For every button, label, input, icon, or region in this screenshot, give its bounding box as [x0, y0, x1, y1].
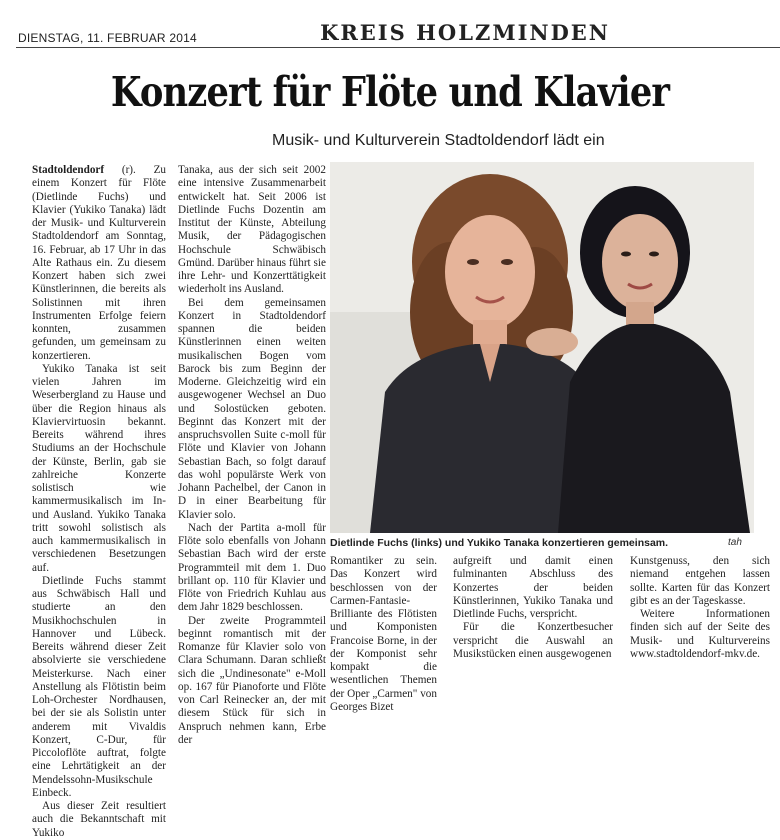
header-divider — [16, 47, 780, 48]
paragraph: Für die Konzertbesucher verspricht die Auswahl an Musikstücken einen ausgewogenen — [453, 621, 613, 660]
paragraph: Nach der Partita a-moll für Flöte solo ebenfalls von Johann Sebastian Bach wird der erste Programmteil mit dem 1. Duo brillant op. 110 für Klavier und Flöte von Friedrich Kuhlau aus dem Jahr 1829 beschlossen. — [178, 521, 326, 614]
paragraph: Aus dieser Zeit resultiert auch die Bekanntschaft mit Yukiko — [32, 800, 166, 839]
paragraph: Bei dem gemeinsamen Konzert in Stadtoldendorf spannen die beiden Künstlerinnen einen weiten musikalischen Bogen vom Barock bis zum Beginn der Moderne. Gleichzeitig wird ein ausgewogener Wechsel an Duo und Solostücken geboten. Beginnt das Konzert mit der anspruchsvollen Suite c-moll für Flöte und Klavier von Johann Sebastian Bach, so folgt darauf das wohl populärste Werk von Johann Pachelbel, der Canon in D in einer Bearbeitung für Klavier solo. — [178, 296, 326, 521]
article-column-3 — [330, 555, 437, 714]
paragraph: Der zweite Programmteil beginnt romantisch mit der Romanze für Klavier solo von Clara Schumann. Daran schließt sich die „Undinesonate" e-Moll op. 167 für Pianoforte und Flöte von Carl Reinecker an, der mit diesem Stück für sich in Anspruch nehmen kann, Erbe der — [178, 614, 326, 746]
paragraph: (r). Zu einem Konzert für Flöte (Dietlinde Fuchs) und Klavier (Yukiko Tanaka) lädt der Musik- und Kulturverein Stadtoldendorf am Sonntag, 16. Februar, ab 17 Uhr in das Alte Rathaus ein. Zu diesem Konzert haben sich zwei Künstlerinnen, die bereits als Solistinnen mit ihren Instrumenten Erfolge feiern konnten, zusammen gefunden, um gemeinsam zu konzertieren. — [32, 164, 166, 362]
article-subheadline: Musik- und Kulturverein Stadtoldendorf lädt ein — [272, 132, 605, 149]
article-headline: Konzert für Flöte und Klavier — [110, 68, 670, 116]
photo-caption: Dietlinde Fuchs (links) und Yukiko Tanaka konzertieren gemeinsam. — [330, 537, 669, 549]
issue-date: DIENSTAG, 11. FEBRUAR 2014 — [18, 31, 197, 45]
paragraph: Weitere Informationen finden sich auf der Seite des Musik- und Kulturvereins www.stadtoldendorf-mkv.de. — [630, 608, 770, 660]
article-column-5 — [630, 555, 770, 661]
dateline: Stadtoldendorf — [32, 164, 105, 176]
paragraph: Tanaka, aus der sich seit 2002 eine intensive Zusammenarbeit entwickelt hat. Seit 2006 ist Dietlinde Fuchs Dozentin am Institut der Künste, Abteilung Musik, der Pädagogischen Hochschule Schwäbisch Gmünd. Darüber hinaus führt sie ihre Lehr- und Konzerttätigkeit wiederholt ins Ausland. — [178, 164, 326, 296]
paragraph: Romantiker zu sein. Das Konzert wird beschlossen von der Carmen-Fantasie-Brilliante des Flötisten und Komponisten Francoise Borne, in der der Komponist sehr kompakt die wesentlichen Themen der Oper „Carmen" von Georges Bizet — [330, 555, 437, 713]
paragraph: aufgreift und damit einen fulminanten Abschluss des Konzertes der beiden Künstlerinnen, Yukiko Tanaka und Dietlinde Fuchs, verspricht. — [453, 555, 613, 620]
section-title: KREIS HOLZMINDEN — [320, 20, 610, 45]
musicians-photo-illustration — [330, 162, 754, 533]
article-column-4 — [453, 555, 613, 661]
article-column-1 — [32, 164, 166, 840]
paragraph: Kunstgenuss, den sich niemand entgehen lassen sollte. Karten für das Konzert gibt es an der Tageskasse. — [630, 555, 770, 607]
article-photo — [330, 162, 754, 533]
paragraph: Dietlinde Fuchs stammt aus Schwäbisch Hall und studierte an den Musikhochschulen in Hannover und Lübeck. Bereits während dieser Zeit absolvierte sie verschiedene Meisterkurse. Nach einer Anstellung als Flötistin beim Loh-Orchester Nordhausen, bei der sie als Solistin unter anderem mit Vivaldis Konzert, C-Dur, für Piccoloflöte auftrat, folgte eine Lehrtätigkeit an der Mendelssohn-Musikschule Einbeck. — [32, 574, 166, 799]
article-column-2 — [178, 164, 326, 747]
paragraph: Yukiko Tanaka ist seit vielen Jahren im Weserbergland zu Hause und über die Region hinaus als Klaviervirtuosin bekannt. Bereits während ihres Studiums an der Hochschule der Künste, Berlin, gab sie zahlreiche Konzerte solistisch wie kammermusikalisch im In- und Ausland. Yukiko Tanaka tritt sowohl solistisch als auch kammermusikalisch in verschiedenen Besetzungen auf. — [32, 362, 166, 574]
photo-credit: tah — [728, 537, 742, 548]
